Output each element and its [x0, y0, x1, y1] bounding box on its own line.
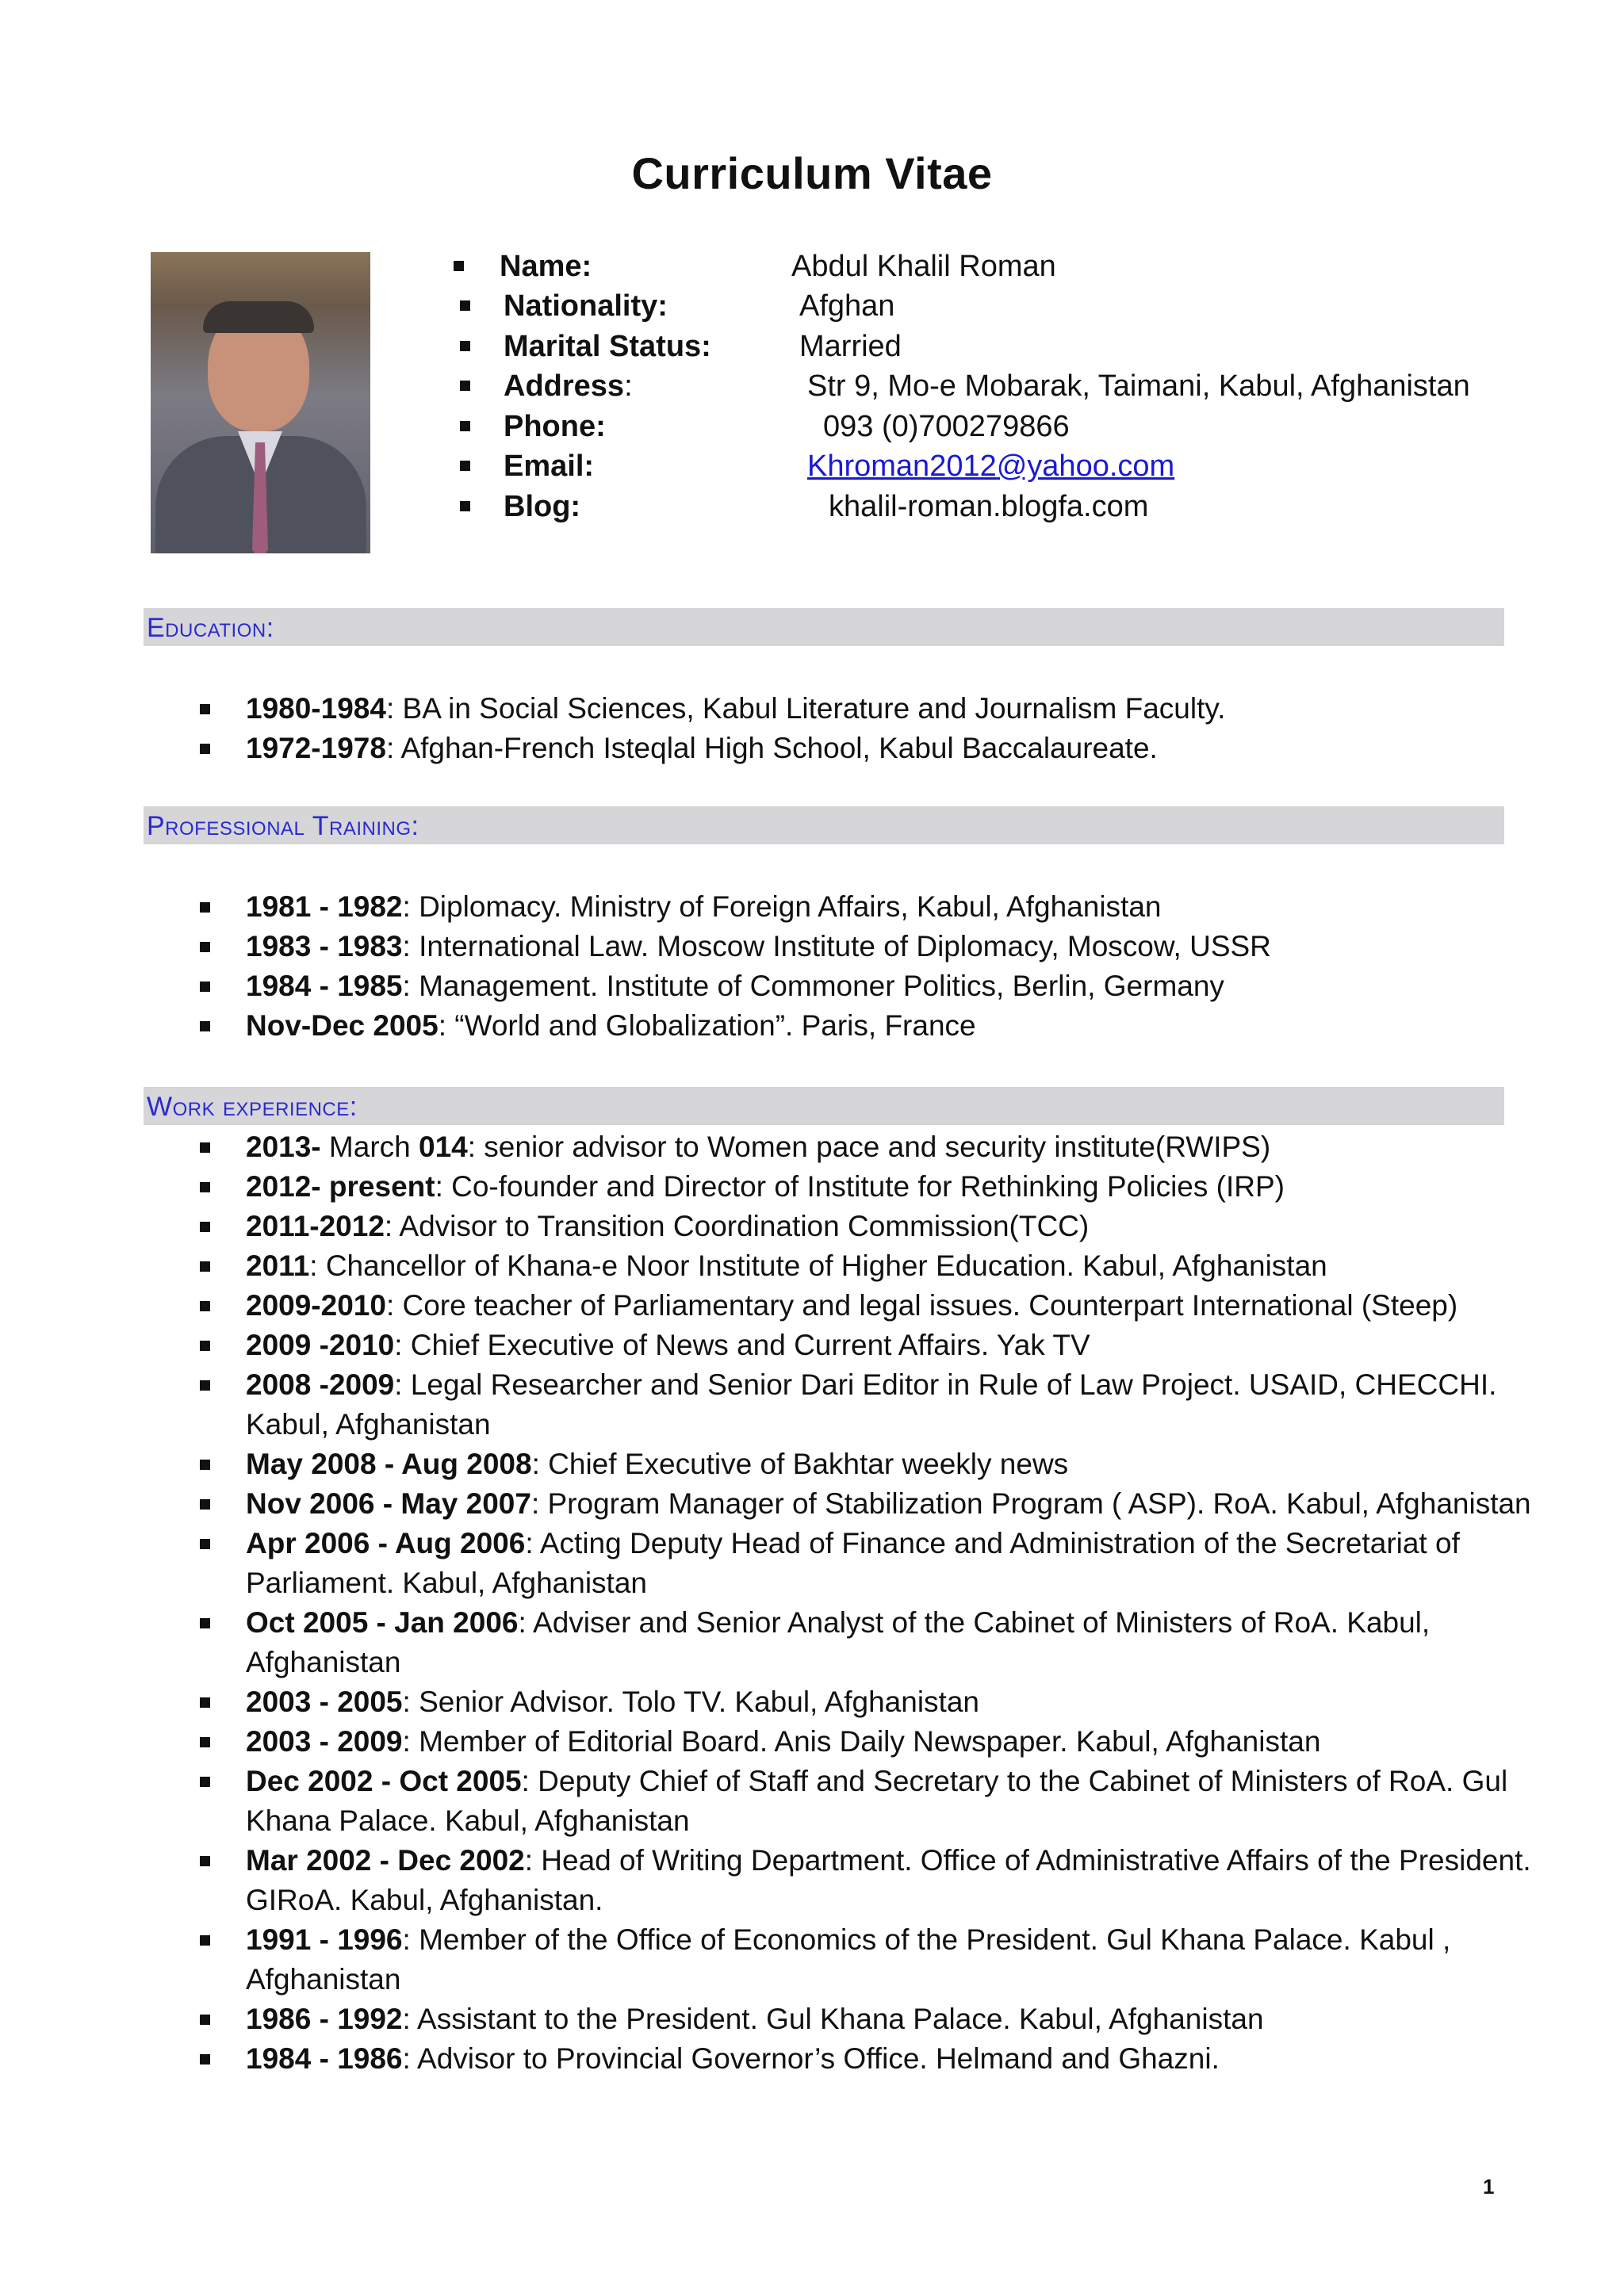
section-heading: Education: [147, 613, 274, 643]
list-item: 2009-2010: Core teacher of Parliamentary and legal issues. Counterpart International (Steep) [198, 1286, 1546, 1326]
bullet-icon [460, 461, 470, 471]
bullet-icon [200, 1777, 210, 1787]
list-item: 2003 - 2009: Member of Editorial Board. Anis Daily Newspaper. Kabul, Afghanistan [198, 1722, 1546, 1762]
info-row-phone [452, 410, 1562, 450]
list-item: 1986 - 1992: Assistant to the President. Gul Khana Palace. Kabul, Afghanistan [198, 1999, 1546, 2039]
list-item: Apr 2006 - Aug 2006: Acting Deputy Head of Finance and Administration of the Secretariat of Parliament. Kabul, Afghanistan [198, 1524, 1546, 1603]
info-value: Afghan [799, 289, 895, 323]
bullet-icon [200, 1021, 210, 1031]
info-row-marital-status [452, 330, 1562, 369]
bullet-icon [200, 1301, 210, 1311]
work-experience-list [198, 1127, 1546, 2079]
info-value: Str 9, Mo-e Mobarak, Taimani, Kabul, Afghanistan [807, 369, 1470, 403]
section-header-education [144, 608, 1504, 646]
section-heading: Work experience: [147, 1092, 358, 1122]
info-row-address [452, 369, 1562, 409]
list-item: 2013- March 014: senior advisor to Women pace and security institute(RWIPS) [198, 1127, 1546, 1167]
document-title: Curriculum Vitae [631, 148, 993, 198]
bullet-icon [200, 1341, 210, 1351]
portrait-photo [151, 252, 370, 553]
list-item: 1983 - 1983: International Law. Moscow Institute of Diplomacy, Moscow, USSR [198, 927, 1546, 966]
bullet-icon [200, 1697, 210, 1708]
bullet-icon [460, 381, 470, 391]
info-value: khalil-roman.blogfa.com [829, 490, 1149, 523]
info-value: 093 (0)700279866 [823, 410, 1070, 443]
bullet-icon [200, 1935, 210, 1946]
bullet-icon [200, 1618, 210, 1628]
training-list [198, 887, 1546, 1046]
info-row-nationality [452, 289, 1562, 329]
list-item: Mar 2002 - Dec 2002: Head of Writing Department. Office of Administrative Affairs of the President. GIRoA. Kabul, Afghanistan. [198, 1841, 1546, 1920]
bullet-icon [200, 2054, 210, 2064]
bullet-icon [460, 501, 470, 511]
info-row-blog [452, 490, 1562, 530]
bullet-icon [200, 1460, 210, 1470]
list-item: 2011: Chancellor of Khana-e Noor Institute of Higher Education. Kabul, Afghanistan [198, 1246, 1546, 1286]
list-item: 1984 - 1985: Management. Institute of Commoner Politics, Berlin, Germany [198, 966, 1546, 1006]
bullet-icon [460, 421, 470, 431]
bullet-icon [200, 744, 210, 754]
page-number: 1 [1483, 2175, 1495, 2198]
bullet-icon [200, 1737, 210, 1747]
list-item: 1972-1978: Afghan-French Isteqlal High School, Kabul Baccalaureate. [198, 729, 1546, 768]
list-item: 1991 - 1996: Member of the Office of Economics of the President. Gul Khana Palace. Kabul , Afghanistan [198, 1920, 1546, 1999]
info-row-name [452, 250, 1562, 289]
info-label-colon: : [624, 369, 633, 403]
list-item: 2008 -2009: Legal Researcher and Senior Dari Editor in Rule of Law Project. USAID, CHECCHI. Kabul, Afghanistan [198, 1365, 1546, 1445]
list-item: May 2008 - Aug 2008: Chief Executive of Bakhtar weekly news [198, 1445, 1546, 1484]
info-label: Nationality: [504, 289, 668, 323]
bullet-icon [460, 300, 470, 311]
info-row-email [452, 450, 1562, 489]
list-item: Nov 2006 - May 2007: Program Manager of Stabilization Program ( ASP). RoA. Kabul, Afghanistan [198, 1484, 1546, 1524]
info-label: Marital Status: [504, 330, 711, 363]
bullet-icon [200, 1222, 210, 1232]
bullet-icon [200, 2015, 210, 2025]
list-item: 2009 -2010: Chief Executive of News and Current Affairs. Yak TV [198, 1326, 1546, 1365]
section-heading: Professional Training: [147, 811, 419, 841]
bullet-icon [200, 1499, 210, 1510]
list-item: Nov-Dec 2005: “World and Globalization”. Paris, France [198, 1006, 1546, 1046]
bullet-icon [200, 1380, 210, 1391]
list-item: 2011-2012: Advisor to Transition Coordination Commission(TCC) [198, 1207, 1546, 1246]
section-header-work-experience [144, 1087, 1504, 1125]
list-item: 2012- present: Co-founder and Director of Institute for Rethinking Policies (IRP) [198, 1167, 1546, 1207]
list-item: Dec 2002 - Oct 2005: Deputy Chief of Staff and Secretary to the Cabinet of Ministers of RoA. Gul Khana Palace. Kabul, Afghanistan [198, 1762, 1546, 1841]
info-label: Address [504, 369, 625, 403]
list-item: 1980-1984: BA in Social Sciences, Kabul Literature and Journalism Faculty. [198, 689, 1546, 729]
bullet-icon [200, 1142, 210, 1153]
education-list [198, 689, 1546, 768]
bullet-icon [200, 704, 210, 714]
list-item: 1984 - 1986: Advisor to Provincial Governor’s Office. Helmand and Ghazni. [198, 2039, 1546, 2079]
info-value: Married [799, 330, 902, 363]
bullet-icon [200, 1182, 210, 1192]
info-label: Name: [500, 250, 592, 283]
bullet-icon [200, 982, 210, 992]
info-label: Phone: [504, 410, 606, 443]
bullet-icon [200, 902, 210, 913]
bullet-icon [200, 1856, 210, 1866]
bullet-icon [200, 942, 210, 952]
section-header-training [144, 806, 1504, 844]
info-label: Email: [504, 450, 595, 483]
bullet-icon [460, 341, 470, 351]
bullet-icon [200, 1261, 210, 1272]
email-link[interactable]: Khroman2012@yahoo.com [807, 450, 1175, 483]
list-item: Oct 2005 - Jan 2006: Adviser and Senior Analyst of the Cabinet of Ministers of RoA. Kabul, Afghanistan [198, 1603, 1546, 1682]
bullet-icon [454, 261, 464, 271]
list-item: 1981 - 1982: Diplomacy. Ministry of Foreign Affairs, Kabul, Afghanistan [198, 887, 1546, 927]
bullet-icon [200, 1539, 210, 1549]
info-value: Abdul Khalil Roman [791, 250, 1056, 283]
list-item: 2003 - 2005: Senior Advisor. Tolo TV. Kabul, Afghanistan [198, 1682, 1546, 1722]
info-label: Blog: [504, 490, 581, 523]
